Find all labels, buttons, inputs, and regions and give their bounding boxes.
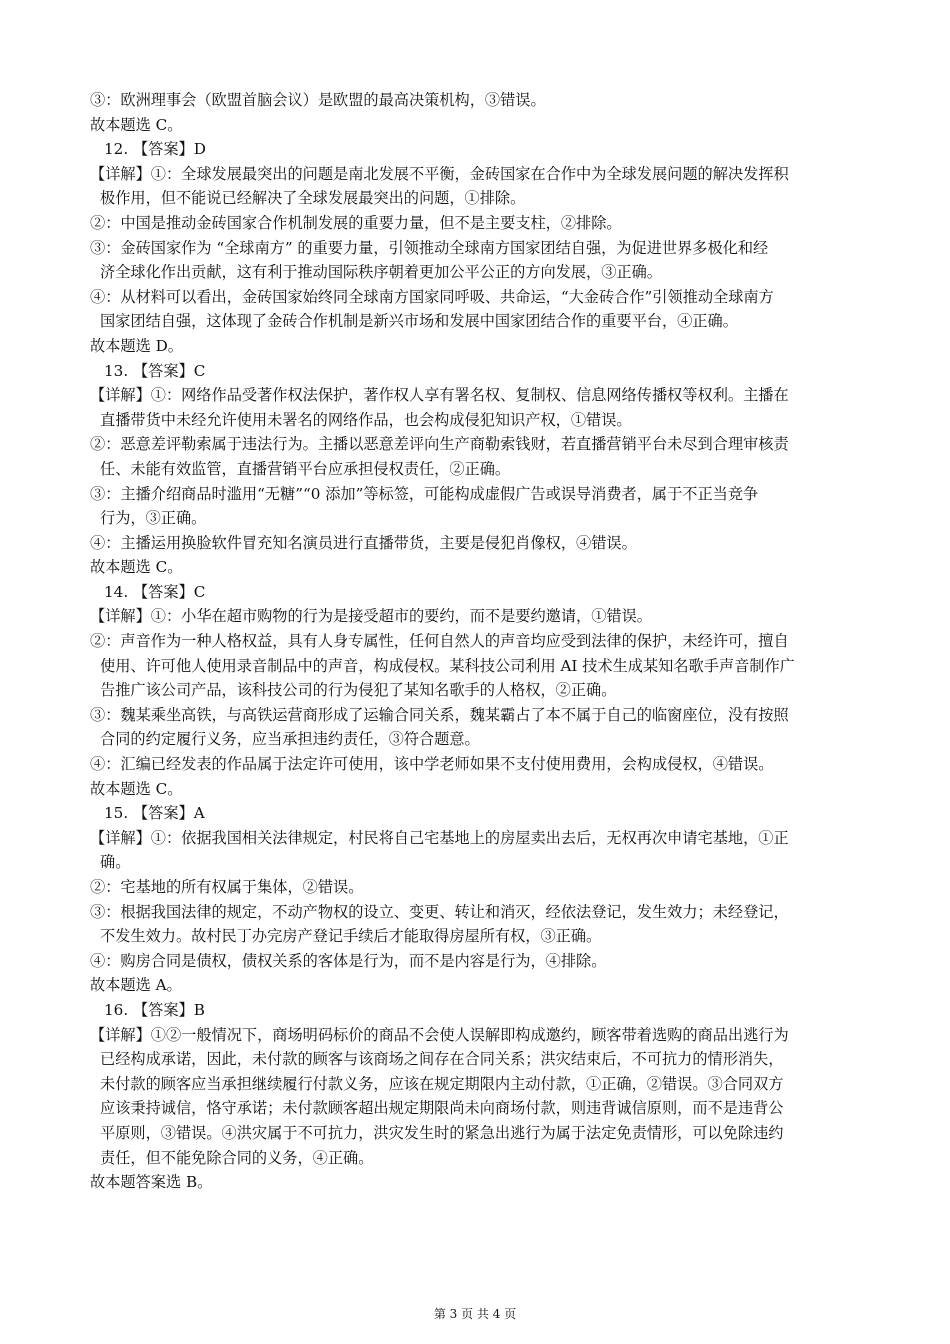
answer-heading: 14. 【答案】C: [104, 582, 206, 601]
document-body: [90, 88, 880, 1195]
text-line: 故本题选 C。: [90, 558, 183, 577]
text-line: 【详解】①：小华在超市购物的行为是接受超市的要约，而不是要约邀请，①错误。: [90, 607, 652, 626]
text-line: 故本题选 C。: [90, 779, 183, 798]
answer-heading: 16. 【答案】B: [104, 1000, 205, 1019]
text-line: 济全球化作出贡献，这有利于推动国际秩序朝着更加公平公正的方向发展，③正确。: [100, 263, 662, 282]
text-line: 任、未能有效监管，直播营销平台应承担侵权责任，②正确。: [100, 459, 511, 478]
text-line: ③：欧洲理事会（欧盟首脑会议）是欧盟的最高决策机构，③错误。: [90, 91, 546, 109]
answer-heading: 13. 【答案】C: [104, 361, 206, 380]
text-line: ④：购房合同是债权，债权关系的客体是行为，而不是内容是行为，④排除。: [90, 951, 607, 970]
text-line: 国家团结自强，这体现了金砖合作机制是新兴市场和发展中国家团结合作的重要平台，④正确。: [100, 312, 738, 331]
text-line: 责任，但不能免除合同的义务，④正确。: [100, 1148, 374, 1167]
text-line: 故本题选 A。: [90, 976, 182, 995]
text-line: ③：根据我国法律的规定，不动产物权的设立、变更、转让和消灭，经依法登记，发生效力；未经登记，: [90, 902, 789, 921]
text-line: ④：主播运用换脸软件冒充知名演员进行直播带货，主要是侵犯肖像权，④错误。: [90, 533, 637, 552]
text-line: 故本题选 C。: [90, 115, 183, 134]
text-line: 【详解】①：全球发展最突出的问题是南北发展不平衡，金砖国家在合作中为全球发展问题的解决发挥积: [90, 164, 789, 183]
page-footer: 第 3 页 共 4 页: [433, 1307, 517, 1321]
text-line: ②：中国是推动金砖国家合作机制发展的重要力量，但不是主要支柱，②排除。: [90, 213, 622, 232]
text-line: ②：声音作为一种人格权益，具有人身专属性，任何自然人的声音均应受到法律的保护，未经许可，擅自: [90, 632, 789, 651]
text-line: 不发生效力。故村民丁办完房产登记手续后才能取得房屋所有权，③正确。: [100, 927, 602, 946]
text-line: 极作用，但不能说已经解决了全球发展最突出的问题，①排除。: [100, 189, 526, 208]
text-line: 直播带货中未经允许使用未署名的网络作品，也会构成侵犯知识产权，①错误。: [100, 410, 632, 429]
text-line: 确。: [100, 853, 131, 872]
text-line: ②：宅基地的所有权属于集体，②错误。: [90, 878, 364, 896]
text-line: 使用、许可他人使用录音制品中的声音，构成侵权。某科技公司利用 AI 技术生成某知名歌手声音制作广: [100, 656, 795, 675]
text-line: 合同的约定履行义务，应当承担违约责任，③符合题意。: [100, 730, 480, 749]
answer-heading: 15. 【答案】A: [104, 804, 205, 823]
text-line: 【详解】①②一般情况下，商场明码标价的商品不会使人误解即构成邀约，顾客带着选购的商品出逃行为: [90, 1025, 789, 1044]
text-line: 【详解】①：网络作品受著作权法保护，著作权人享有署名权、复制权、信息网络传播权等权利。主播在: [90, 386, 789, 405]
text-line: 未付款的顾客应当承担继续履行付款义务，应该在规定期限内主动付款，①正确，②错误。③合同双方: [100, 1074, 784, 1093]
text-line: 故本题答案选 B。: [90, 1173, 213, 1192]
text-line: ④：从材料可以看出，金砖国家始终同全球南方国家同呼吸、共命运，“大金砖合作”引领推动全球南方: [90, 287, 774, 306]
text-line: ③：金砖国家作为 “全球南方” 的重要力量，引领推动全球南方国家团结自强，为促进世界多极化和经: [90, 238, 769, 257]
text-line: ③：魏某乘坐高铁，与高铁运营商形成了运输合同关系，魏某霸占了本不属于自己的临窗座位，没有按照: [90, 705, 789, 724]
text-line: 故本题选 D。: [90, 336, 183, 355]
text-line: ③：主播介绍商品时滥用“无糖”“0 添加”等标签，可能构成虚假广告或误导消费者，属于不正当竞争: [90, 484, 759, 503]
text-line: 告推广该公司产品，该科技公司的行为侵犯了某知名歌手的人格权，②正确。: [100, 681, 617, 700]
text-line: ②：恶意差评勒索属于违法行为。主播以恶意差评向生产商勒索钱财，若直播营销平台未尽到合理审核责: [90, 435, 789, 454]
text-line: 【详解】①：依据我国相关法律规定，村民将自己宅基地上的房屋卖出去后，无权再次申请宅基地，①正: [90, 828, 789, 847]
text-line: 已经构成承诺，因此，未付款的顾客与该商场之间存在合同关系；洪灾结束后，不可抗力的情形消失，: [100, 1050, 784, 1069]
answer-heading: 12. 【答案】D: [104, 140, 206, 159]
text-line: 平原则，③错误。④洪灾属于不可抗力，洪灾发生时的紧急出逃行为属于法定免责情形，可以免除违约: [100, 1123, 784, 1142]
text-line: 行为，③正确。: [100, 509, 207, 528]
text-line: 应该秉持诚信，恪守承诺；未付款顾客超出规定期限尚未向商场付款，则违背诚信原则，而不是违背公: [100, 1099, 784, 1118]
text-line: ④：汇编已经发表的作品属于法定许可使用，该中学老师如果不支付使用费用，会构成侵权，④错误。: [90, 755, 774, 774]
